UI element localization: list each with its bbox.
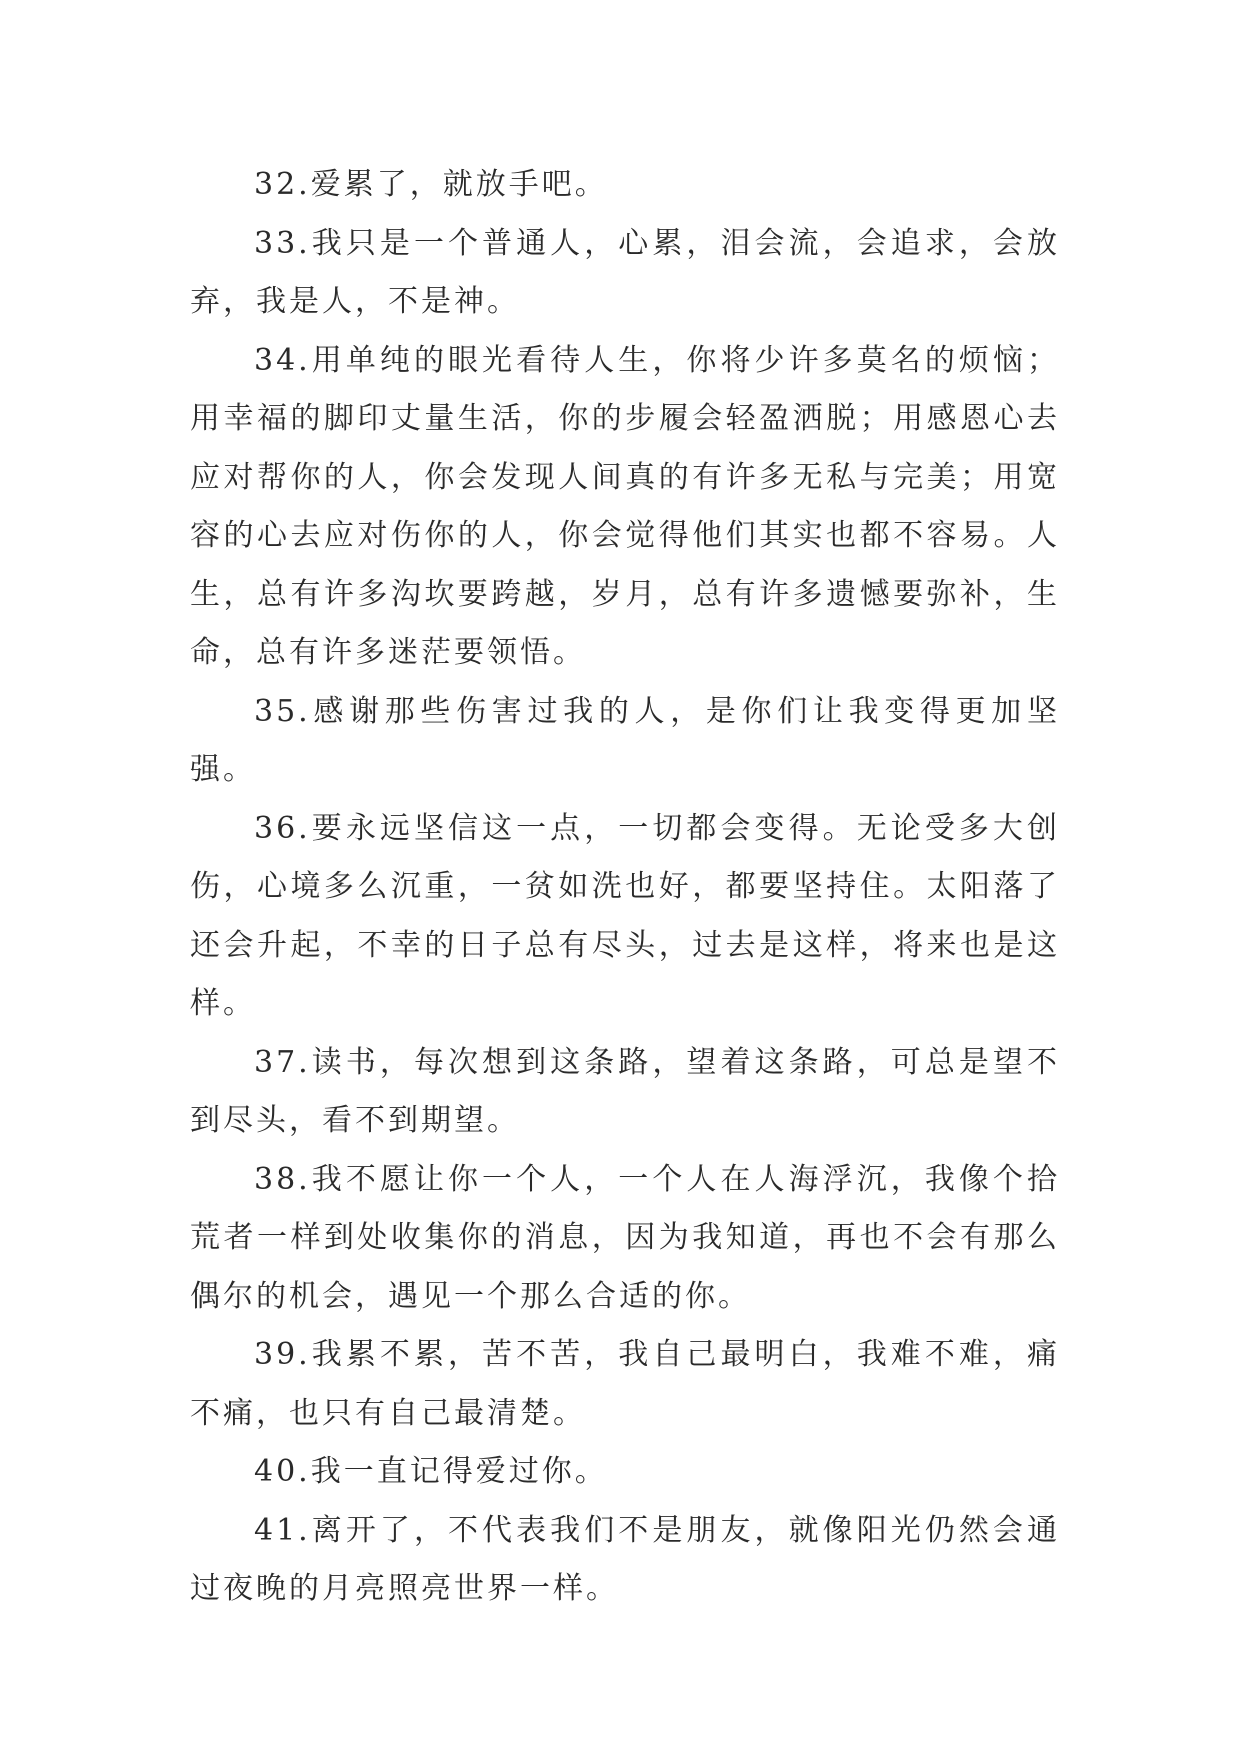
quote-paragraph-38: 38.我不愿让你一个人，一个人在人海浮沉，我像个拾荒者一样到处收集你的消息，因为我知道，再也不会有那么偶尔的机会，遇见一个那么合适的你。 <box>190 1161 1060 1314</box>
quote-paragraph-32: 32.爱累了，就放手吧。 <box>254 167 608 202</box>
quote-paragraph-40: 40.我一直记得爱过你。 <box>254 1454 608 1489</box>
quote-paragraph-36: 36.要永远坚信这一点，一切都会变得。无论受多大创伤，心境多么沉重，一贫如洗也好，都要坚持住。太阳落了还会升起，不幸的日子总有尽头，过去是这样，将来也是这样。 <box>190 810 1060 1021</box>
document-body <box>190 156 1060 1619</box>
quote-paragraph-35: 35.感谢那些伤害过我的人，是你们让我变得更加坚强。 <box>190 693 1060 787</box>
quote-paragraph-33: 33.我只是一个普通人，心累，泪会流，会追求，会放弃，我是人，不是神。 <box>190 225 1060 319</box>
quote-paragraph-41: 41.离开了，不代表我们不是朋友，就像阳光仍然会通过夜晚的月亮照亮世界一样。 <box>190 1512 1060 1606</box>
quote-paragraph-34: 34.用单纯的眼光看待人生，你将少许多莫名的烦恼；用幸福的脚印丈量生活，你的步履会轻盈洒脱；用感恩心去应对帮你的人，你会发现人间真的有许多无私与完美；用宽容的心去应对伤你的人，你会觉得他们其实也都不容易。人生，总有许多沟坎要跨越，岁月，总有许多遗憾要弥补，生命，总有许多迷茫要领悟。 <box>190 342 1060 670</box>
quote-paragraph-37: 37.读书，每次想到这条路，望着这条路，可总是望不到尽头，看不到期望。 <box>190 1044 1060 1138</box>
quote-paragraph-39: 39.我累不累，苦不苦，我自己最明白，我难不难，痛不痛，也只有自己最清楚。 <box>190 1337 1060 1431</box>
